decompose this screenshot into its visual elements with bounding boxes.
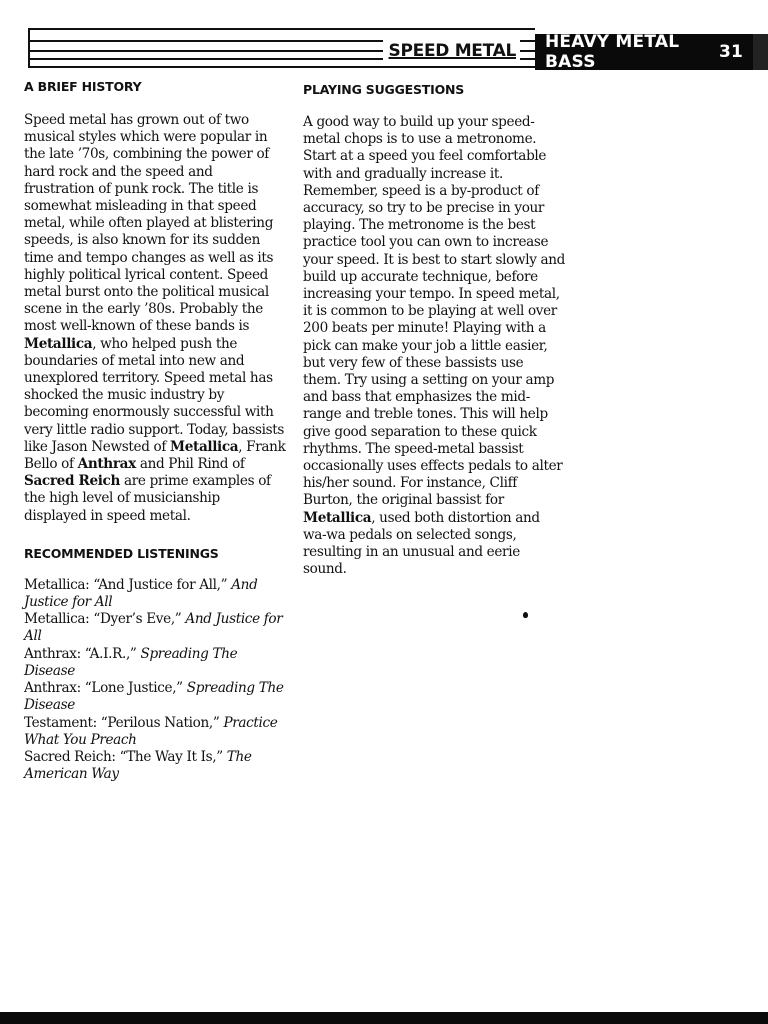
- header-rule-left: [28, 28, 30, 68]
- list-item: Anthrax: “Lone Justice,” Spreading The Disease: [24, 680, 284, 714]
- list-item: Testament: “Perilous Nation,” Practice What You Preach: [24, 714, 278, 748]
- history-text-2: , who helped push the boundaries of metal into new and unexplored territory. Speed metal has shocked the music industry by becoming enormously successful with very little radio support. Today, bassists like Jason Newsted of: [24, 335, 284, 455]
- left-column: [24, 76, 286, 783]
- playing-heading: PLAYING SUGGESTIONS: [303, 82, 465, 97]
- right-column: [303, 76, 565, 578]
- history-band-3: Anthrax: [77, 456, 136, 473]
- list-item: Metallica: “And Justice for All,” And Justice for All: [24, 576, 258, 611]
- history-text-3: , Frank Bello of: [24, 438, 286, 473]
- history-text-1: Speed metal has grown out of two musical styles which were popular in the late ’70s, combining the power of hard rock and the speed and frustration of punk rock. The title is somewhat misleading in that speed metal, while often played at blistering speeds, is also known for its sudden time and tempo changes as well as its highly political lyrical content. Speed metal burst onto the political musical scene in the early ’80s. Probably the most well-known of these bands is: [24, 112, 274, 335]
- running-head: [535, 34, 753, 70]
- book-title: HEAVY METAL BASS: [545, 32, 680, 72]
- history-text-5: are prime examples of the high level of musicianship displayed in speed metal.: [24, 473, 271, 524]
- listenings-list: [24, 577, 286, 783]
- history-band-2: Metallica: [170, 438, 239, 455]
- header-rule-1: [28, 28, 535, 30]
- history-band-4: Sacred Reich: [24, 473, 121, 490]
- list-item: Anthrax: “A.I.R.,” Spreading The Disease: [24, 645, 238, 679]
- section-title: SPEED METAL: [383, 40, 520, 62]
- history-paragraph: [24, 112, 286, 525]
- page-number: 31: [718, 42, 743, 62]
- playing-paragraph: [303, 114, 565, 578]
- history-text-4: and Phil Rind of: [135, 456, 245, 473]
- list-item: Metallica: “Dyer’s Eve,” And Justice for All: [24, 611, 283, 645]
- history-heading: A BRIEF HISTORY: [24, 79, 142, 94]
- scan-bottom-edge: [0, 1012, 768, 1024]
- page-edge-strip: [753, 34, 768, 70]
- header-rule-5: [28, 66, 535, 68]
- playing-text-2: , used both distortion and wa-wa pedals on selected songs, resulting in an unusual and eerie sound.: [303, 509, 540, 578]
- listenings-heading: RECOMMENDED LISTENINGS: [24, 545, 219, 561]
- ink-speck: [523, 612, 528, 618]
- playing-band-1: Metallica: [303, 509, 372, 526]
- playing-text-1: A good way to build up your speed-metal chops is to use a metronome. Start at a speed you feel comfortable with and gradually increase it. Remember, speed is a by-product of accuracy, so try to be precise in your playing. The metronome is the best practice tool you can own to increase your speed. It is best to start slowly and build up accurate technique, before increasing your tempo. In speed metal, it is common to be playing at well over 200 beats per minute! Playing with a pick can make your job a little easier, but very few of these bassists use them. Try using a setting on your amp and bass that emphasizes the mid-range and treble tones. This will help give good separation to these quick rhythms. The speed-metal bassist occasionally uses effects pedals to alter his/her sound. For instance, Cliff Burton, the original bassist for: [303, 114, 566, 509]
- history-band-1: Metallica: [24, 335, 93, 352]
- list-item: Sacred Reich: “The Way It Is,” The American Way: [24, 748, 252, 783]
